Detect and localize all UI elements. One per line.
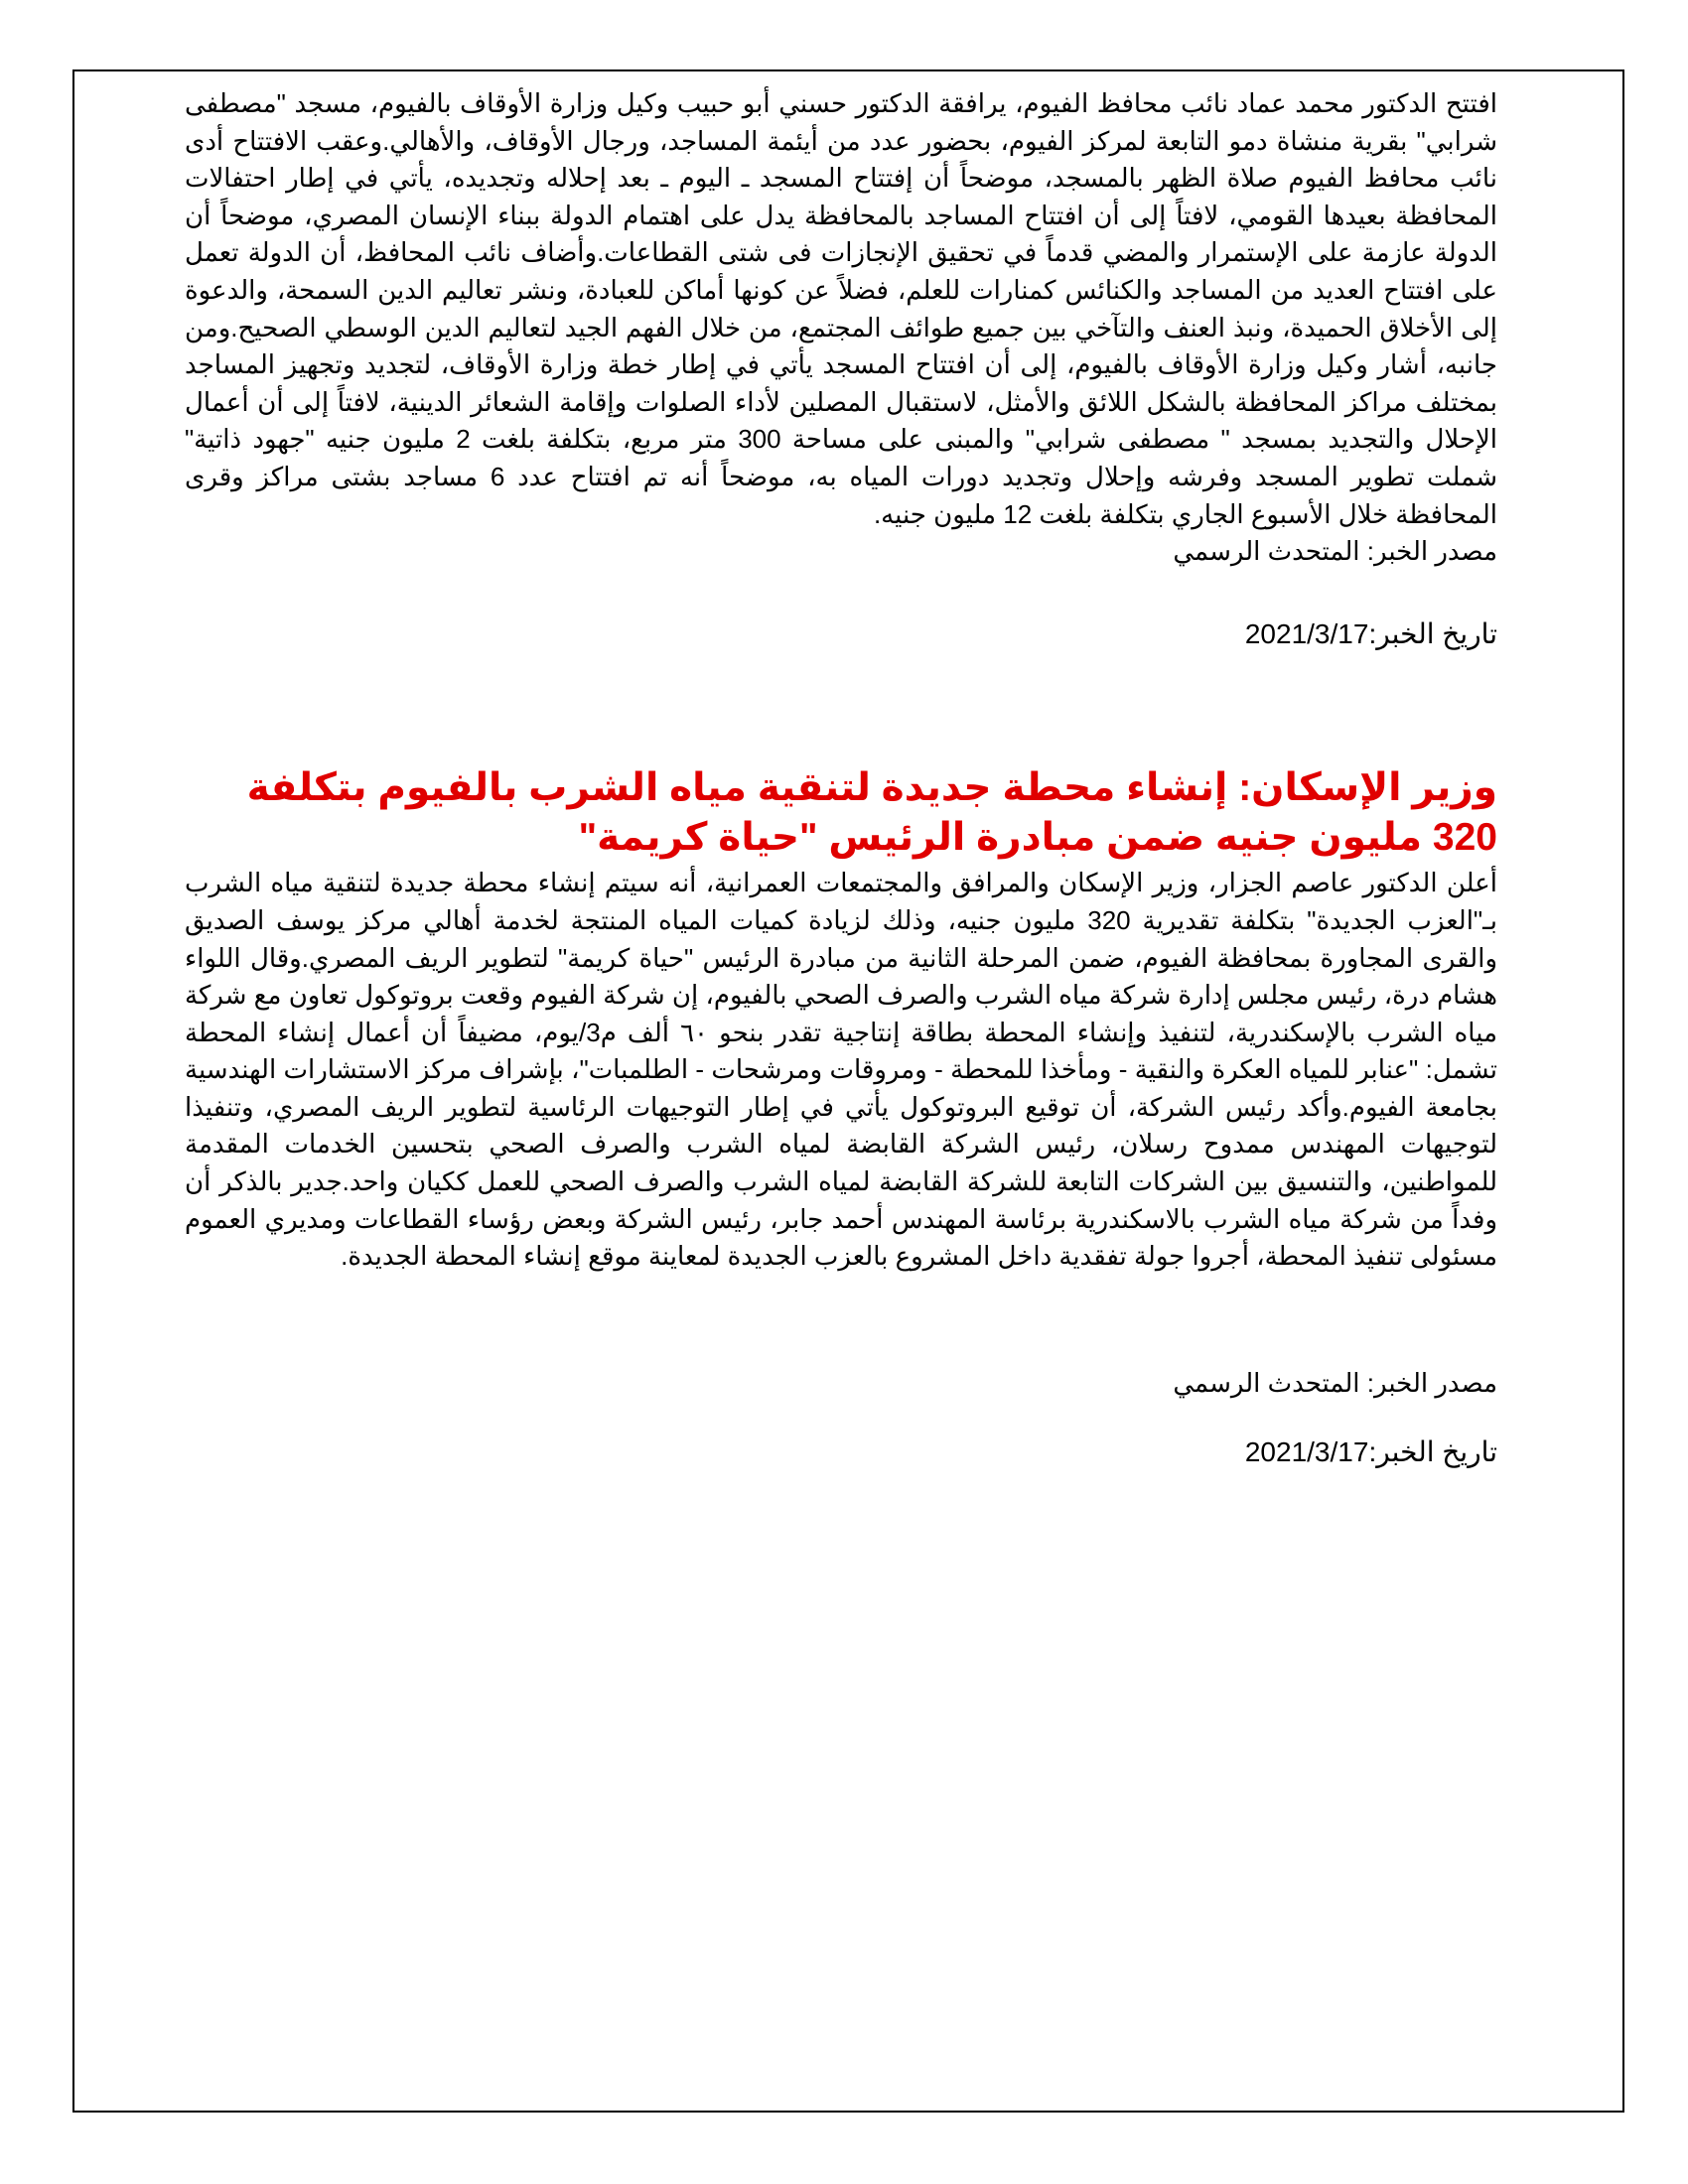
- article1-date-value: 2021/3/17: [1244, 617, 1369, 649]
- document-content: [185, 85, 1497, 1471]
- article1-date: [185, 615, 1497, 653]
- article2-source: مصدر الخبر: المتحدث الرسمي: [1173, 1367, 1497, 1398]
- article2-date-label: تاريخ الخبر:: [1368, 1436, 1497, 1468]
- article2-date-value: 2021/3/17: [1244, 1436, 1369, 1468]
- article1-source: مصدر الخبر: المتحدث الرسمي: [1173, 536, 1497, 567]
- article2-body: أعلن الدكتور عاصم الجزار، وزير الإسكان والمرافق والمجتمعات العمرانية، أنه سيتم إنشاء محطة جديدة لتنقية مياه الشرب بـ"العزب الجديدة" بتكلفة تقديرية 320 مليون جنيه، وذلك لزيادة كميات المياه المنتجة لخدمة أهالي مركز يوسف الصديق والقرى المجاورة بمحافظة الفيوم، ضمن المرحلة الثانية من مبادرة الرئيس "حياة كريمة" لتطوير الريف المصري.وقال اللواء هشام درة، رئيس مجلس إدارة شركة مياه الشرب والصرف الصحي بالفيوم، إن شركة الفيوم وقعت بروتوكول تعاون مع شركة مياه الشرب بالإسكندرية، لتنفيذ وإنشاء المحطة بطاقة إنتاجية تقدر بنحو ٦٠ ألف م3/يوم، مضيفاً أن أعمال إنشاء المحطة تشمل: "عنابر للمياه العكرة والنقية - ومأخذا للمحطة - ومروقات ومرشحات - الطلمبات"، بإشراف مركز الاستشارات الهندسية بجامعة الفيوم.وأكد رئيس الشركة، أن توقيع البروتوكول يأتي في إطار التوجيهات الرئاسية لتطوير الريف المصري، وتنفيذا لتوجيهات المهندس ممدوح رسلان، رئيس الشركة القابضة لمياه الشرب والصرف الصحي بتحسين الخدمات المقدمة للمواطنين، والتنسيق بين الشركات التابعة للشركة القابضة لمياه الشرب والصرف الصحي للعمل ككيان واحد.جدير بالذكر أن وفداً من شركة مياه الشرب بالاسكندرية برئاسة المهندس أحمد جابر، رئيس الشركة وبعض رؤساء القطاعات ومديري العموم مسئولى تنفيذ المحطة، أجروا جولة تفقدية داخل المشروع بالعزب الجديدة لمعاينة موقع إنشاء المحطة الجديدة.: [185, 868, 1498, 1272]
- article2-date: [185, 1433, 1497, 1471]
- article1-body: افتتح الدكتور محمد عماد نائب محافظ الفيوم، يرافقة الدكتور حسني أبو حبيب وكيل وزارة الأوقاف بالفيوم، مسجد "مصطفى شرابي" بقرية منشاة دمو التابعة لمركز الفيوم، بحضور عدد من أيئمة المساجد، ورجال الأوقاف، والأهالي.وعقب الافتتاح أدى نائب محافظ الفيوم صلاة الظهر بالمسجد، موضحاً أن إفتتاح المسجد ـ اليوم ـ بعد إحلاله وتجديده، يأتي في إطار احتفالات المحافظة بعيدها القومي، لافتاً إلى أن افتتاح المساجد بالمحافظة يدل على اهتمام الدولة ببناء الإنسان المصري، موضحاً أن الدولة عازمة على الإستمرار والمضي قدماً في تحقيق الإنجازات فى شتى القطاعات.وأضاف نائب المحافظ، أن الدولة تعمل على افتتاح العديد من المساجد والكنائس كمنارات للعلم، فضلاً عن كونها أماكن للعبادة، ونشر تعاليم الدين السمحة، والدعوة إلى الأخلاق الحميدة، ونبذ العنف والتآخي بين جميع طوائف المجتمع، من خلال الفهم الجيد لتعاليم الدين الوسطي الصحيح.ومن جانبه، أشار وكيل وزارة الأوقاف بالفيوم، إلى أن افتتاح المسجد يأتي في إطار خطة وزارة الأوقاف، لتجديد وتجهيز المساجد بمختلف مراكز المحافظة بالشكل اللائق والأمثل، لاستقبال المصلين لأداء الصلوات وإقامة الشعائر الدينية، لافتاً إلى أن أعمال الإحلال والتجديد بمسجد " مصطفى شرابي" والمبنى على مساحة 300 متر مربع، بتكلفة بلغت 2 مليون جنيه "جهود ذاتية" شملت تطوير المسجد وفرشه وإحلال وتجديد دورات المياه به، موضحاً أنه تم افتتاح عدد 6 مساجد بشتى مراكز وقرى المحافظة خلال الأسبوع الجاري بتكلفة بلغت 12 مليون جنيه.: [185, 88, 1498, 529]
- article2-headline: وزير الإسكان: إنشاء محطة جديدة لتنقية مياه الشرب بالفيوم بتكلفة 320 مليون جنيه ضمن مبادرة الرئيس "حياة كريمة": [246, 766, 1497, 860]
- article1-date-label: تاريخ الخبر:: [1368, 617, 1497, 649]
